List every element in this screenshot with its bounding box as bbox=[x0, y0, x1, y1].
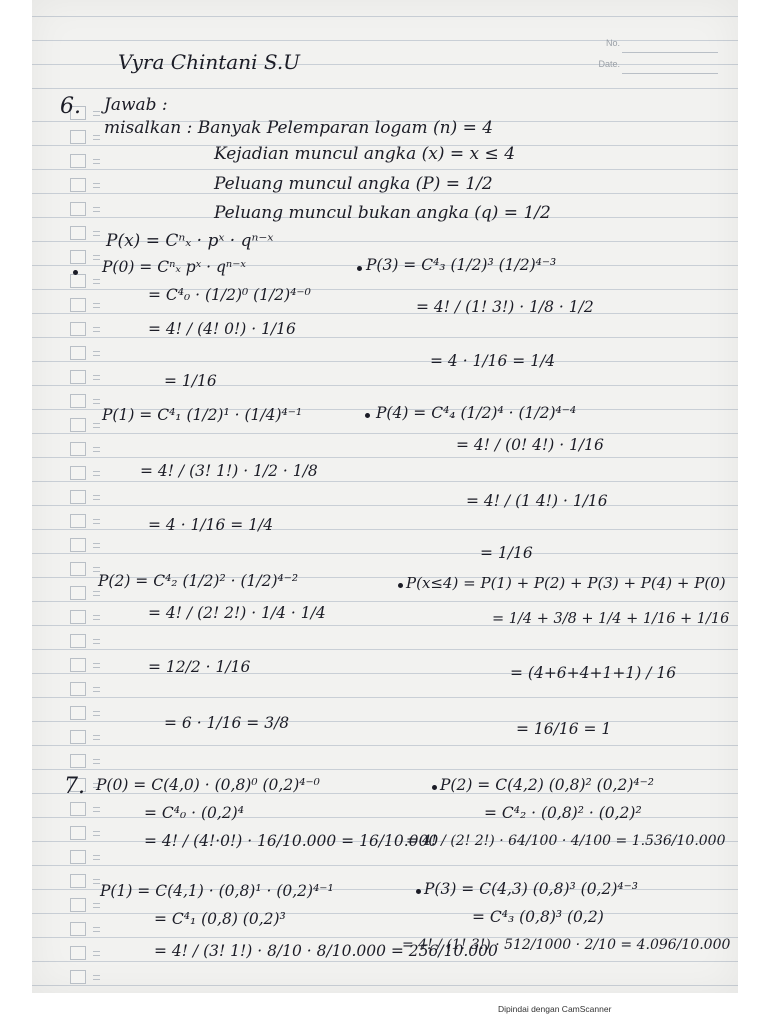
margin-mark bbox=[93, 975, 100, 980]
q7-p2-line: P(2) = C(4,2) (0,8)² (0,2)⁴⁻² bbox=[440, 776, 654, 794]
margin-box bbox=[70, 898, 86, 912]
q6-p0-line: = 4! / (4! 0!) · 1/16 bbox=[148, 320, 296, 338]
margin-mark bbox=[93, 303, 100, 308]
margin-mark bbox=[93, 687, 100, 692]
margin-box bbox=[70, 874, 86, 888]
margin-mark bbox=[93, 159, 100, 164]
margin-box bbox=[70, 154, 86, 168]
margin-mark bbox=[93, 927, 100, 932]
q6-p3-line: P(3) = C⁴₃ (1/2)³ (1/2)⁴⁻³ bbox=[366, 256, 557, 274]
margin-mark bbox=[93, 759, 100, 764]
margin-box bbox=[70, 922, 86, 936]
margin-mark bbox=[93, 423, 100, 428]
q6-p4-line: = 4! / (1 4!) · 1/16 bbox=[466, 492, 608, 510]
margin-mark bbox=[93, 639, 100, 644]
margin-mark bbox=[93, 951, 100, 956]
margin-box bbox=[70, 514, 86, 528]
margin-mark bbox=[93, 879, 100, 884]
margin-box bbox=[70, 586, 86, 600]
q7-p0-line: P(0) = C(4,0) · (0,8)⁰ (0,2)⁴⁻⁰ bbox=[96, 776, 320, 794]
date-label: Date. bbox=[598, 59, 620, 69]
peluang-q-line: Peluang muncul bukan angka (q) = 1/2 bbox=[214, 203, 551, 223]
margin-box bbox=[70, 322, 86, 336]
bullet bbox=[416, 889, 421, 894]
margin-mark bbox=[93, 495, 100, 500]
jawab-heading: Jawab : bbox=[104, 95, 168, 115]
student-name: Vyra Chintani S.U bbox=[118, 50, 301, 74]
binomial-formula: P(x) = Cⁿₓ · pˣ · qⁿ⁻ˣ bbox=[106, 231, 274, 251]
q7-p3-line: = C⁴₃ (0,8)³ (0,2) bbox=[472, 908, 604, 926]
margin-mark bbox=[93, 279, 100, 284]
q6-p3-line: = 4 · 1/16 = 1/4 bbox=[430, 352, 556, 370]
margin-mark bbox=[93, 471, 100, 476]
margin-box bbox=[70, 250, 86, 264]
q6-p2-line: P(2) = C⁴₂ (1/2)² · (1/2)⁴⁻² bbox=[98, 572, 299, 590]
bullet bbox=[365, 413, 370, 418]
margin-box bbox=[70, 298, 86, 312]
margin-box bbox=[70, 754, 86, 768]
margin-mark bbox=[93, 255, 100, 260]
margin-box bbox=[70, 562, 86, 576]
margin-box bbox=[70, 490, 86, 504]
margin-mark bbox=[93, 615, 100, 620]
margin-box bbox=[70, 202, 86, 216]
q7-p0-line: = C⁴₀ · (0,2)⁴ bbox=[144, 804, 244, 822]
bullet bbox=[398, 583, 403, 588]
margin-box bbox=[70, 730, 86, 744]
margin-mark bbox=[93, 903, 100, 908]
kejadian-line: Kejadian muncul angka (x) = x ≤ 4 bbox=[214, 144, 516, 164]
margin-mark bbox=[93, 543, 100, 548]
margin-box bbox=[70, 346, 86, 360]
margin-box bbox=[70, 130, 86, 144]
q6-sum-line: = 1/4 + 3/8 + 1/4 + 1/16 + 1/16 bbox=[492, 611, 730, 627]
margin-box bbox=[70, 274, 86, 288]
margin-mark bbox=[93, 855, 100, 860]
q6-p0-line: = C⁴₀ · (1/2)⁰ (1/2)⁴⁻⁰ bbox=[148, 286, 311, 304]
no-line bbox=[622, 52, 718, 53]
margin-mark bbox=[93, 711, 100, 716]
peluang-p-line: Peluang muncul angka (P) = 1/2 bbox=[214, 174, 493, 194]
q7-p2-line: = C⁴₂ · (0,8)² · (0,2)² bbox=[484, 804, 642, 822]
margin-mark bbox=[93, 807, 100, 812]
margin-mark bbox=[93, 735, 100, 740]
margin-mark bbox=[93, 519, 100, 524]
margin-mark bbox=[93, 207, 100, 212]
q6-p4-line: P(4) = C⁴₄ (1/2)⁴ · (1/2)⁴⁻⁴ bbox=[376, 404, 577, 422]
q6-sum-line: = (4+6+4+1+1) / 16 bbox=[510, 664, 677, 682]
margin-mark bbox=[93, 327, 100, 332]
q6-p4-line: = 4! / (0! 4!) · 1/16 bbox=[456, 436, 604, 454]
q6-p2-line: = 6 · 1/16 = 3/8 bbox=[164, 714, 290, 732]
question-7-number: 7. bbox=[64, 774, 85, 799]
q6-p3-line: = 4! / (1! 3!) · 1/8 · 1/2 bbox=[416, 298, 594, 316]
q6-sum-line: P(x≤4) = P(1) + P(2) + P(3) + P(4) + P(0) bbox=[406, 574, 726, 592]
q6-p1-line: = 4 · 1/16 = 1/4 bbox=[148, 516, 274, 534]
q6-p2-line: = 12/2 · 1/16 bbox=[148, 658, 251, 676]
margin-mark bbox=[93, 351, 100, 356]
margin-box bbox=[70, 682, 86, 696]
q7-p1-line: = C⁴₁ (0,8) (0,2)³ bbox=[154, 910, 286, 928]
misalkan-line: misalkan : Banyak Pelemparan logam (n) = 4 bbox=[104, 118, 494, 138]
q6-p2-line: = 4! / (2! 2!) · 1/4 · 1/4 bbox=[148, 604, 326, 622]
margin-box bbox=[70, 706, 86, 720]
margin-box bbox=[70, 826, 86, 840]
margin-box bbox=[70, 658, 86, 672]
margin-mark bbox=[93, 447, 100, 452]
q6-p0-line: P(0) = Cⁿₓ pˣ · qⁿ⁻ˣ bbox=[102, 258, 246, 276]
q6-p1-line: = 4! / (3! 1!) · 1/2 · 1/8 bbox=[140, 462, 318, 480]
margin-box bbox=[70, 226, 86, 240]
margin-box bbox=[70, 802, 86, 816]
margin-box bbox=[70, 418, 86, 432]
q7-p3-line: = 4! / (1! 3!) · 512/1000 · 2/10 = 4.096/10.000 bbox=[402, 937, 731, 953]
margin-mark bbox=[93, 591, 100, 596]
margin-mark bbox=[93, 135, 100, 140]
margin-mark bbox=[93, 375, 100, 380]
bullet bbox=[432, 785, 437, 790]
q7-p0-line: = 4! / (4!·0!) · 16/10.000 = 16/10.000 bbox=[144, 832, 439, 850]
margin-box bbox=[70, 946, 86, 960]
margin-box bbox=[70, 466, 86, 480]
q7-p3-line: P(3) = C(4,3) (0,8)³ (0,2)⁴⁻³ bbox=[424, 880, 638, 898]
margin-box bbox=[70, 370, 86, 384]
margin-mark bbox=[93, 663, 100, 668]
margin-mark bbox=[93, 831, 100, 836]
margin-mark bbox=[93, 231, 100, 236]
no-label: No. bbox=[605, 38, 620, 48]
notebook-page bbox=[32, 0, 738, 993]
margin-mark bbox=[93, 183, 100, 188]
q7-p2-line: = 4! / (2! 2!) · 64/100 · 4/100 = 1.536/10.000 bbox=[406, 833, 726, 849]
q6-p4-line: = 1/16 bbox=[480, 544, 533, 562]
margin-box bbox=[70, 970, 86, 984]
q6-sum-line: = 16/16 = 1 bbox=[516, 720, 612, 738]
q6-p0-line: = 1/16 bbox=[164, 372, 217, 390]
q7-p1-line: P(1) = C(4,1) · (0,8)¹ · (0,2)⁴⁻¹ bbox=[100, 882, 334, 900]
margin-box bbox=[70, 850, 86, 864]
bullet bbox=[357, 266, 362, 271]
margin-box bbox=[70, 394, 86, 408]
date-line bbox=[622, 73, 718, 74]
margin-box bbox=[70, 538, 86, 552]
scanner-footer: Dipindai dengan CamScanner bbox=[498, 1004, 612, 1014]
margin-box bbox=[70, 442, 86, 456]
q7-p1-line: = 4! / (3! 1!) · 8/10 · 8/10.000 = 256/10.000 bbox=[154, 942, 498, 960]
margin-box bbox=[70, 634, 86, 648]
bullet bbox=[73, 270, 78, 275]
margin-box bbox=[70, 178, 86, 192]
margin-mark bbox=[93, 399, 100, 404]
margin-mark bbox=[93, 111, 100, 116]
question-6-number: 6. bbox=[60, 94, 81, 119]
q6-p1-line: P(1) = C⁴₁ (1/2)¹ · (1/4)⁴⁻¹ bbox=[102, 406, 303, 424]
margin-box bbox=[70, 610, 86, 624]
